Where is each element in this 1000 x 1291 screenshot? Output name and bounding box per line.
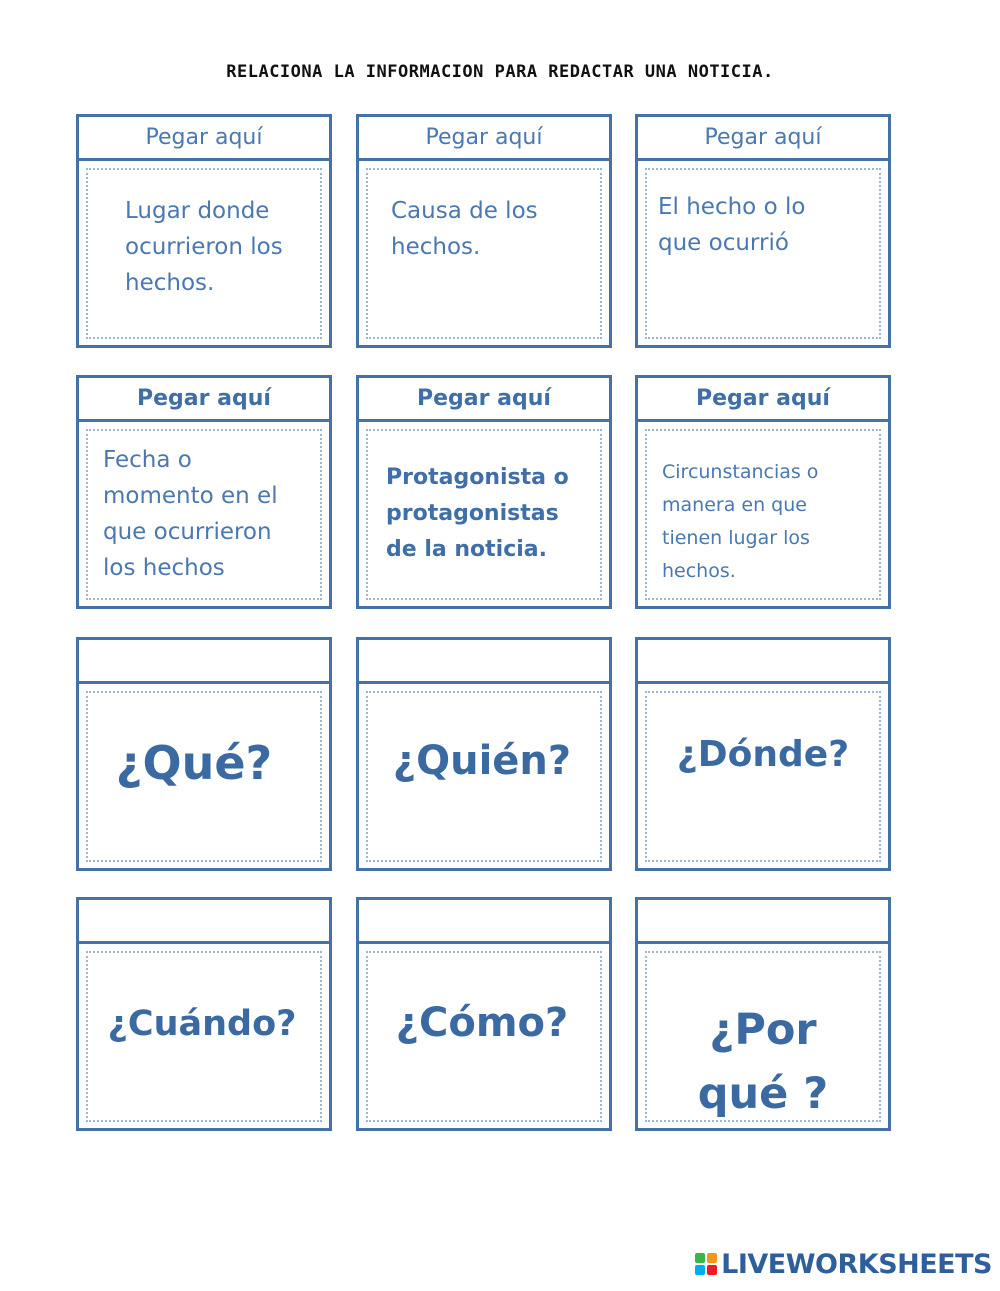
paste-here-label[interactable]: Pegar aquí [638, 117, 888, 161]
question-text: ¿Por qué ? [697, 1005, 829, 1119]
description-card-circunstancias [635, 375, 891, 609]
description-card-fecha [76, 375, 332, 609]
question-text: ¿Qué? [115, 736, 273, 790]
liveworksheets-logo [695, 1249, 992, 1279]
question-card-por-que[interactable] [635, 897, 891, 1131]
description-card-lugar [76, 114, 332, 348]
paste-here-label[interactable]: Pegar aquí [79, 117, 329, 161]
card-header [79, 900, 329, 944]
logo-text: LIVEWORKSHEETS [721, 1248, 992, 1280]
description-card-hecho [635, 114, 891, 348]
question-card-donde[interactable] [635, 637, 891, 871]
question-card-como[interactable] [356, 897, 612, 1131]
description-text: Causa de los hechos. [391, 198, 538, 260]
page-title: RELACIONA LA INFORMACION PARA REDACTAR UNA NOTICIA. [226, 62, 774, 82]
card-body [645, 691, 881, 862]
paste-here-label[interactable]: Pegar aquí [79, 378, 329, 422]
question-text: ¿Cómo? [395, 1000, 569, 1046]
card-header [79, 640, 329, 684]
logo-mark-icon [695, 1253, 717, 1275]
description-text: Protagonista o protagonistas de la noticia. [386, 465, 569, 562]
description-card-causa [356, 114, 612, 348]
question-card-cuando[interactable] [76, 897, 332, 1131]
description-text: Fecha o momento en el que ocurrieron los hechos [103, 447, 278, 581]
card-header [359, 640, 609, 684]
question-card-que[interactable] [76, 637, 332, 871]
description-text: Circunstancias o manera en que tienen lugar los hechos. [662, 461, 819, 582]
paste-here-label[interactable]: Pegar aquí [359, 117, 609, 161]
question-text: ¿Cuándo? [107, 1004, 297, 1044]
question-text: ¿Dónde? [676, 734, 850, 775]
card-header [638, 640, 888, 684]
paste-here-label[interactable]: Pegar aquí [359, 378, 609, 422]
card-header [359, 900, 609, 944]
question-card-quien[interactable] [356, 637, 612, 871]
description-text: Lugar donde ocurrieron los hechos. [125, 198, 283, 296]
paste-here-label[interactable]: Pegar aquí [638, 378, 888, 422]
description-card-protagonista [356, 375, 612, 609]
card-header [638, 900, 888, 944]
question-text: ¿Quién? [392, 738, 572, 784]
description-text: El hecho o lo que ocurrió [658, 194, 806, 256]
